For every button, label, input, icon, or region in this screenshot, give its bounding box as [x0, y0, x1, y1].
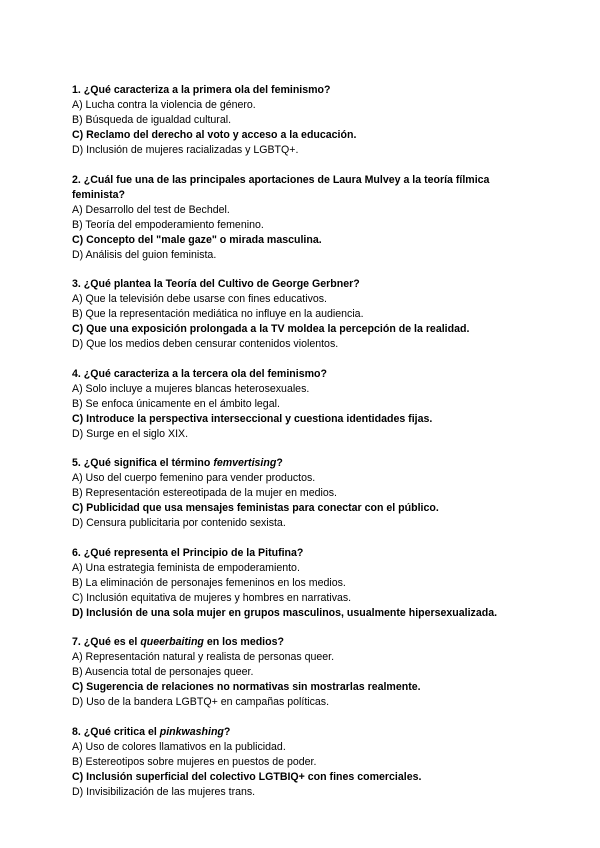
option-c-correct: C) Sugerencia de relaciones no normativas sin mostrarlas realmente.	[72, 681, 421, 693]
option-c-correct: C) Introduce la perspectiva interseccional y cuestiona identidades fijas.	[72, 412, 433, 425]
option-d: D) Análisis del guion feminista.	[72, 248, 217, 261]
question-1	[72, 83, 542, 158]
option-c-correct: C) Concepto del "male gaze" o mirada masculina.	[72, 233, 322, 246]
question-title: 2. ¿Cuál fue una de las principales aportaciones de Laura Mulvey a la teoría fílmica feminista?	[72, 173, 490, 201]
option-b: B) Que la representación mediática no influye en la audiencia.	[72, 308, 364, 320]
question-title: 5. ¿Qué significa el término femvertising?	[72, 457, 283, 469]
option-c-correct: C) Inclusión superficial del colectivo LGTBIQ+ con fines comerciales.	[72, 770, 422, 783]
question-title: 1. ¿Qué caracteriza a la primera ola del feminismo?	[72, 84, 331, 96]
quiz-document	[72, 83, 542, 814]
option-b: B) Representación estereotipada de la mujer en medios.	[72, 487, 338, 499]
question-2	[72, 173, 542, 263]
question-3	[72, 277, 542, 352]
question-title: 6. ¿Qué representa el Principio de la Pitufina?	[72, 546, 304, 559]
option-b: B) Se enfoca únicamente en el ámbito legal.	[72, 397, 280, 410]
option-a: A) Una estrategia feminista de empoderamiento.	[72, 561, 300, 574]
option-a: A) Lucha contra la violencia de género.	[72, 99, 256, 111]
option-b: B) Teoría del empoderamiento femenino.	[72, 218, 264, 231]
option-d: D) Inclusión de mujeres racializadas y LGBTQ+.	[72, 144, 299, 156]
option-d: D) Surge en el siglo XIX.	[72, 427, 189, 440]
option-d-correct: D) Inclusión de una sola mujer en grupos masculinos, usualmente hipersexualizada.	[72, 606, 498, 619]
question-title: 7. ¿Qué es el queerbaiting en los medios?	[72, 636, 284, 648]
option-a: A) Uso de colores llamativos en la publicidad.	[72, 740, 286, 753]
option-d: D) Que los medios deben censurar contenidos violentos.	[72, 338, 339, 350]
question-8	[72, 725, 542, 800]
option-a: A) Representación natural y realista de personas queer.	[72, 651, 335, 663]
option-b: B) Estereotipos sobre mujeres en puestos de poder.	[72, 755, 317, 768]
question-4	[72, 367, 542, 442]
question-6	[72, 546, 542, 621]
question-5	[72, 456, 542, 531]
question-title: 8. ¿Qué critica el pinkwashing?	[72, 725, 231, 738]
question-title: 3. ¿Qué plantea la Teoría del Cultivo de George Gerbner?	[72, 278, 360, 290]
option-b: B) La eliminación de personajes femeninos en los medios.	[72, 576, 346, 589]
option-a: A) Desarrollo del test de Bechdel.	[72, 203, 230, 216]
option-a: A) Que la televisión debe usarse con fines educativos.	[72, 293, 327, 305]
option-c: C) Inclusión equitativa de mujeres y hombres en narrativas.	[72, 591, 352, 604]
option-b: B) Ausencia total de personajes queer.	[72, 666, 254, 678]
option-c-correct: C) Publicidad que usa mensajes feministas para conectar con el público.	[72, 502, 439, 514]
question-7	[72, 635, 542, 710]
option-a: A) Solo incluye a mujeres blancas heterosexuales.	[72, 382, 310, 395]
option-b: B) Búsqueda de igualdad cultural.	[72, 114, 232, 126]
option-d: D) Invisibilización de las mujeres trans.	[72, 785, 256, 798]
option-a: A) Uso del cuerpo femenino para vender productos.	[72, 472, 316, 484]
option-d: D) Uso de la bandera LGBTQ+ en campañas políticas.	[72, 696, 330, 708]
question-title: 4. ¿Qué caracteriza a la tercera ola del feminismo?	[72, 367, 327, 380]
option-c-correct: C) Reclamo del derecho al voto y acceso a la educación.	[72, 129, 357, 141]
option-c-correct: C) Que una exposición prolongada a la TV moldea la percepción de la realidad.	[72, 323, 470, 335]
option-d: D) Censura publicitaria por contenido sexista.	[72, 517, 286, 529]
